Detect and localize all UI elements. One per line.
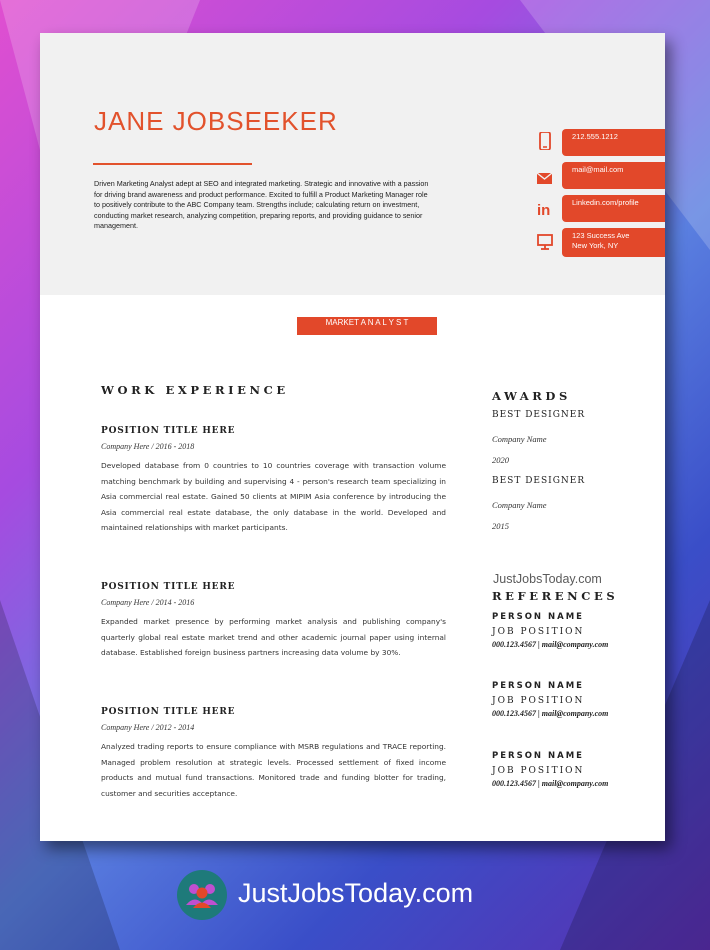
position-title: POSITION TITLE HERE bbox=[101, 582, 236, 592]
award-year: 2015 bbox=[492, 521, 509, 531]
position-description: Analyzed trading reports to ensure compliance with MSRB regulations and TRACE reporting. Managed problem resolution at strategic levels. Processed settlement of fixed income products and mutual fund transactions. Monitored trade and funding blotter for trading, customer and securities acceptance. bbox=[101, 742, 446, 798]
mail-icon bbox=[534, 170, 556, 188]
contact-email-text: mail@mail.com bbox=[572, 165, 624, 174]
footer-brand-text[interactable]: JustJobsToday.com bbox=[238, 878, 474, 908]
reference-name: PERSON NAME bbox=[492, 751, 584, 761]
position-description: Expanded market presence by performing market analysis and publishing company's quarterly global real estate market trend and other academic journal paper using internal database. Established foreign business partners increasing data volume by 30%. bbox=[101, 617, 446, 658]
position-company: Company Here / 2012 - 2014 bbox=[101, 723, 195, 732]
resume-header bbox=[40, 33, 665, 295]
reference-position: JOB POSITION bbox=[492, 696, 585, 706]
references-heading: REFERENCES bbox=[492, 589, 619, 603]
reference-name: PERSON NAME bbox=[492, 681, 584, 691]
job-title-bar: MARKET A N A L Y S T bbox=[297, 317, 437, 335]
award-year: 2020 bbox=[492, 455, 509, 465]
position-company: Company Here / 2014 - 2016 bbox=[101, 598, 195, 607]
position-title: POSITION TITLE HERE bbox=[101, 707, 236, 717]
reference-contact: 000.123.4567 | mail@company.com bbox=[492, 779, 609, 788]
people-group-icon bbox=[177, 870, 227, 920]
address-icon bbox=[534, 233, 556, 251]
awards-heading: AWARDS bbox=[492, 389, 571, 403]
contact-linkedin-text: Linkedin.com/profile bbox=[572, 198, 639, 207]
summary-text: Driven Marketing Analyst adept at SEO and integrated marketing. Strategic and innovative with a passion for driving brand awareness and product performance. Excited to fulfill a Product Marketing Manager role to positively contribute to the ABC Company team. Strengths include; calculating return on investment, conducting market research, analyzing competition, preparing reports, and providing guidance to senior management. bbox=[94, 179, 429, 231]
reference-contact: 000.123.4567 | mail@company.com bbox=[492, 709, 609, 718]
reference-contact: 000.123.4567 | mail@company.com bbox=[492, 640, 609, 649]
reference-position: JOB POSITION bbox=[492, 766, 585, 776]
resume-page bbox=[40, 33, 665, 841]
contact-linkedin bbox=[562, 195, 665, 222]
work-experience-heading: WORK EXPERIENCE bbox=[101, 383, 289, 397]
reference-name: PERSON NAME bbox=[492, 612, 584, 622]
watermark-text: JustJobsToday.com bbox=[493, 572, 602, 586]
award-title: BEST DESIGNER bbox=[492, 410, 586, 420]
contact-address-line1: 123 Success Ave bbox=[572, 231, 630, 240]
contact-phone bbox=[562, 129, 665, 156]
award-title: BEST DESIGNER bbox=[492, 476, 586, 486]
contact-address bbox=[562, 228, 665, 257]
contact-email bbox=[562, 162, 665, 189]
name-underline bbox=[93, 163, 252, 165]
reference-position: JOB POSITION bbox=[492, 627, 585, 637]
phone-icon bbox=[534, 132, 556, 150]
linkedin-icon bbox=[534, 200, 556, 218]
contact-phone-text: 212.555.1212 bbox=[572, 132, 618, 141]
position-title: POSITION TITLE HERE bbox=[101, 426, 236, 436]
award-company: Company Name bbox=[492, 500, 547, 510]
award-company: Company Name bbox=[492, 434, 547, 444]
contact-address-line2: New York, NY bbox=[572, 241, 619, 250]
svg-text:in: in bbox=[537, 202, 551, 218]
position-company: Company Here / 2016 - 2018 bbox=[101, 442, 195, 451]
position-description: Developed database from 0 countries to 10 countries coverage with transaction volume matching benchmark by building and supervising 4 - person's research team specializing in Asia commercial real estate. Gained 50 clients at MIPIM Asia conference by introducing the Asia commercial real estate database, the only database in the world. Developed and maintained relationships with market participants. bbox=[101, 461, 446, 533]
candidate-name: JANE JOBSEEKER bbox=[94, 106, 338, 136]
